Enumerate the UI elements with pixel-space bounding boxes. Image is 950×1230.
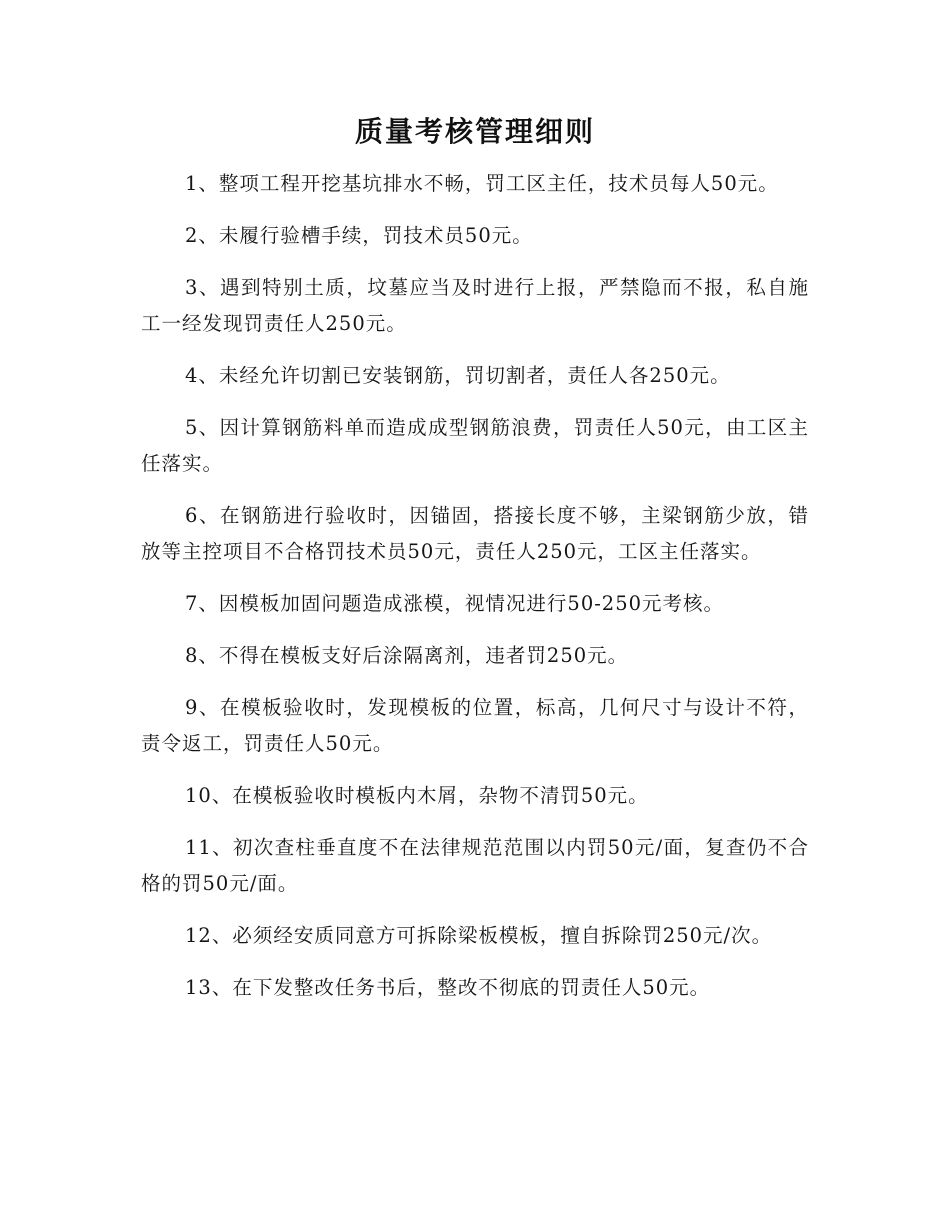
paragraph-13: 13、在下发整改任务书后，整改不彻底的罚责任人50元。 <box>185 976 711 999</box>
paragraph-1: 1、整项工程开挖基坑排水不畅，罚工区主任，技术员每人50元。 <box>185 172 779 195</box>
paragraph-6: 6、在钢筋进行验收时，因锚固，搭接长度不够，主梁钢筋少放，错放等主控项目不合格罚技术员50元，责任人250元，工区主任落实。 <box>141 504 809 563</box>
paragraph-5: 5、因计算钢筋料单而造成成型钢筋浪费，罚责任人50元，由工区主任落实。 <box>141 416 809 475</box>
paragraph-8: 8、不得在模板支好后涂隔离剂，违者罚250元。 <box>185 644 629 667</box>
document-title: 质量考核管理细则 <box>354 115 595 148</box>
paragraph-10: 10、在模板验收时模板内木屑，杂物不清罚50元。 <box>185 784 649 807</box>
paragraph-4: 4、未经允许切割已安装钢筋，罚切割者，责任人各250元。 <box>185 364 731 387</box>
paragraph-2: 2、未履行验槽手续，罚技术员50元。 <box>185 224 533 247</box>
document-body <box>141 166 809 1022</box>
paragraph-12: 12、必须经安质同意方可拆除梁板模板，擅自拆除罚250元/次。 <box>185 924 773 947</box>
paragraph-3: 3、遇到特别土质，坟墓应当及时进行上报，严禁隐而不报，私自施工一经发现罚责任人250元。 <box>141 276 809 335</box>
paragraph-11: 11、初次查柱垂直度不在法律规范范围以内罚50元/面，复查仍不合格的罚50元/面。 <box>141 836 809 895</box>
paragraph-9: 9、在模板验收时，发现模板的位置，标高，几何尺寸与设计不符，责令返工，罚责任人50元。 <box>141 696 809 755</box>
paragraph-7: 7、因模板加固问题造成涨模，视情况进行50-250元考核。 <box>185 592 725 615</box>
